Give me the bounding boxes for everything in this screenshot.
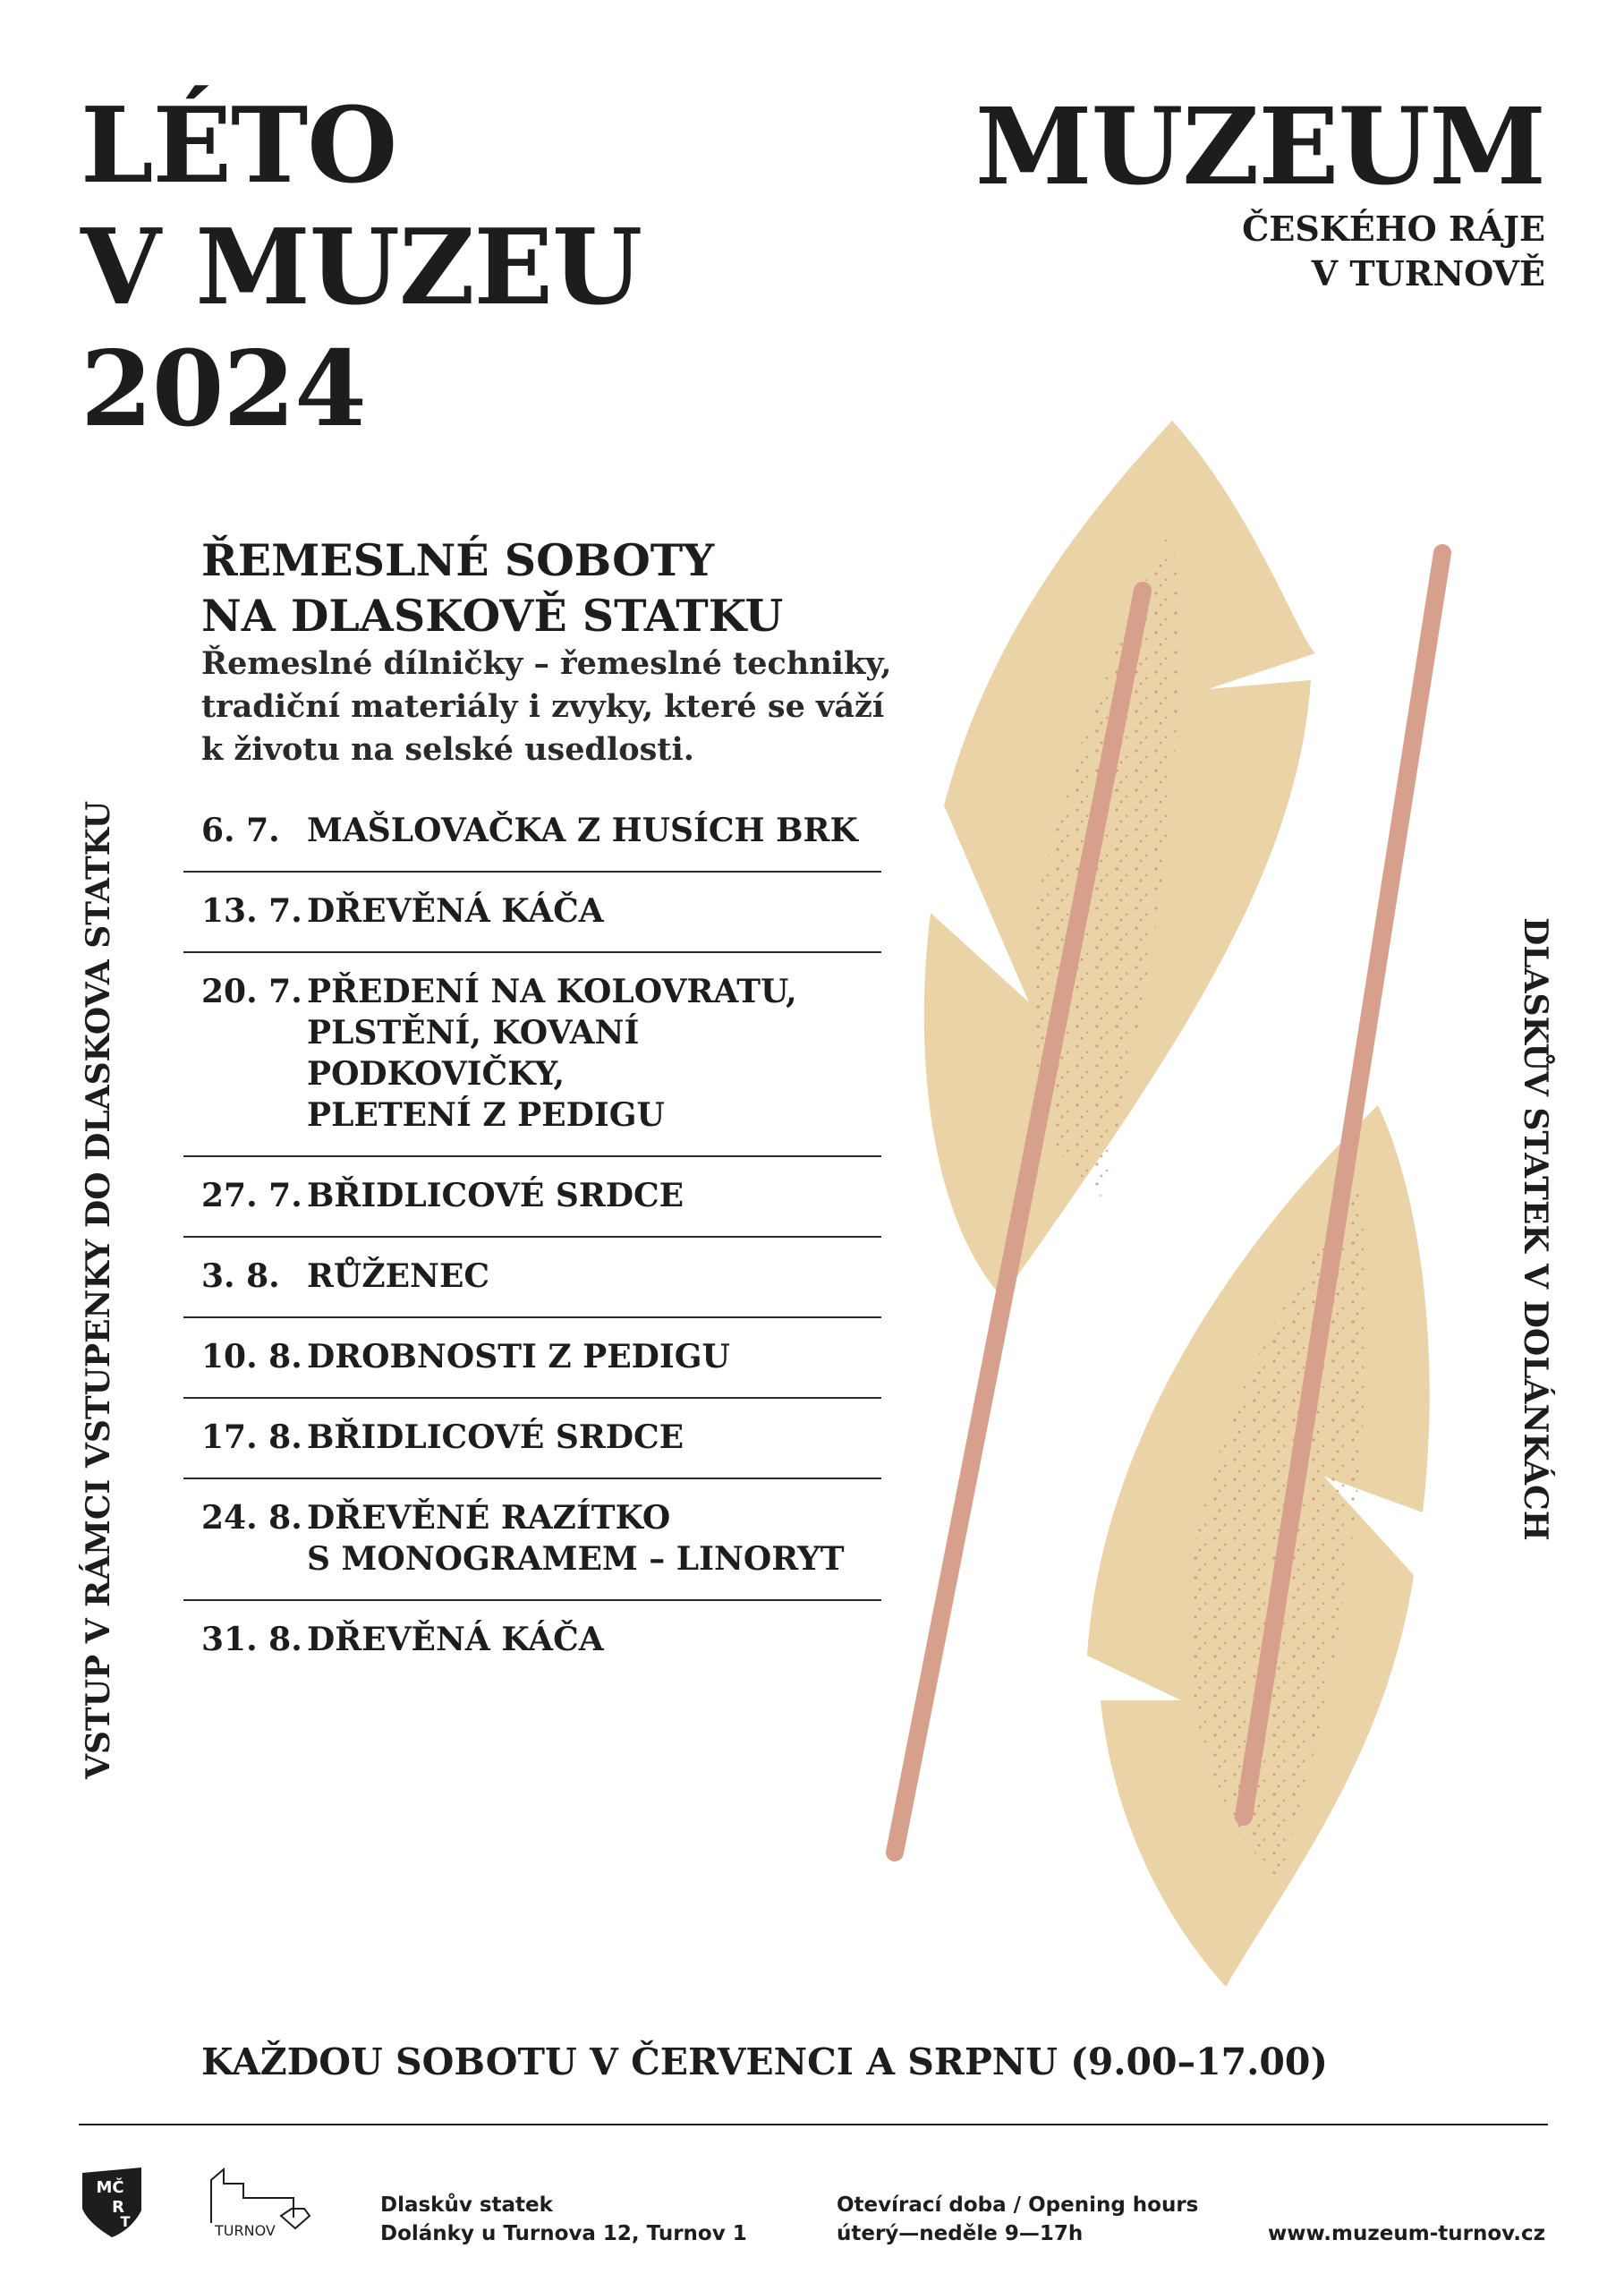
activity-line: RŮŽENEC <box>307 1257 490 1295</box>
schedule-date: 3. 8. <box>201 1257 280 1295</box>
poster-title <box>81 85 642 450</box>
schedule-row <box>183 1479 881 1601</box>
address-name: Dlaskův statek <box>380 2193 553 2217</box>
schedule-row <box>183 1601 881 1680</box>
activity-line: S MONOGRAMEM – LINORYT <box>307 1540 845 1578</box>
side-text-entry: VSTUP V RÁMCI VSTUPENKY DO DLASKOVA STATKU <box>80 800 117 1779</box>
schedule-row <box>183 1238 881 1318</box>
schedule-row <box>183 792 881 873</box>
section-title <box>201 532 783 643</box>
activity-line: BŘIDLICOVÉ SRDCE <box>307 1177 684 1214</box>
schedule-row <box>183 1399 881 1479</box>
schedule-activity <box>307 1619 604 1660</box>
hours-value: úterý—neděle 9—17h <box>837 2222 1084 2245</box>
schedule-date: 27. 7. <box>201 1177 302 1214</box>
activity-line: BŘIDLICOVÉ SRDCE <box>307 1418 684 1456</box>
footer-divider <box>79 2124 1548 2125</box>
activity-line: DŘEVĚNÁ KÁČA <box>307 1621 604 1658</box>
schedule-row <box>183 953 881 1157</box>
activity-line: DŘEVĚNÉ RAZÍTKO <box>307 1499 671 1537</box>
activity-line: PLETENÍ Z PEDIGU <box>307 1096 665 1134</box>
svg-text:MČ: MČ <box>96 2178 124 2197</box>
museum-subtitle-2: V TURNOVĚ <box>1311 253 1545 294</box>
schedule-date: 17. 8. <box>201 1418 302 1456</box>
section-title-line-2: NA DLASKOVĚ STATKU <box>201 590 784 642</box>
hours-block <box>837 2191 1198 2248</box>
feathers-illustration <box>877 412 1467 2005</box>
schedule-activity <box>307 1497 845 1580</box>
schedule-row <box>183 1157 881 1238</box>
description-line-2: tradiční materiály i zvyky, které se váží <box>201 688 885 725</box>
mcr-logo-icon <box>81 2166 143 2239</box>
address-line: Dolánky u Turnova 12, Turnov 1 <box>380 2222 747 2245</box>
title-line-3: 2024 <box>81 328 366 450</box>
activity-line: DROBNOSTI Z PEDIGU <box>307 1338 730 1375</box>
activity-line: DŘEVĚNÁ KÁČA <box>307 892 604 930</box>
website-link[interactable]: www.muzeum-turnov.cz <box>1268 2222 1545 2245</box>
schedule-row <box>183 873 881 953</box>
schedule-date: 13. 7. <box>201 892 302 930</box>
schedule-list <box>183 792 881 1680</box>
schedule-activity <box>307 1175 684 1216</box>
museum-name: MUZEUM <box>974 84 1545 209</box>
turnov-logo-text: TURNOV <box>215 2222 276 2239</box>
section-title-line-1: ŘEMESLNÉ SOBOTY <box>201 534 715 586</box>
schedule-activity <box>307 810 858 851</box>
title-line-1: LÉTO <box>81 85 397 207</box>
turnov-logo-icon <box>208 2164 313 2239</box>
description-line-3: k životu na selské usedlosti. <box>201 731 694 768</box>
feather-top <box>924 421 1315 1298</box>
opening-headline: KAŽDOU SOBOTU V ČERVENCI A SRPNU (9.00–17.00) <box>201 2040 1328 2083</box>
schedule-activity <box>307 890 604 932</box>
schedule-activity <box>307 1256 489 1297</box>
schedule-activity <box>307 1417 684 1458</box>
museum-subtitle-1: ČESKÉHO RÁJE <box>1242 209 1545 249</box>
schedule-activity <box>307 971 881 1136</box>
address-block <box>380 2191 747 2248</box>
museum-logo-text <box>974 84 1545 296</box>
svg-text:R: R <box>112 2198 124 2217</box>
schedule-date: 31. 8. <box>201 1621 302 1658</box>
section-description <box>201 643 891 771</box>
title-line-2: V MUZEU <box>81 207 642 328</box>
activity-line: PŘEDENÍ NA KOLOVRATU, <box>307 973 797 1010</box>
activity-line: MAŠLOVAČKA Z HUSÍCH BRK <box>307 812 858 849</box>
description-line-1: Řemeslné dílničky – řemeslné techniky, <box>201 645 892 682</box>
schedule-date: 10. 8. <box>201 1338 302 1375</box>
schedule-date: 20. 7. <box>201 973 302 1010</box>
svg-text:T: T <box>120 2213 131 2230</box>
hours-label: Otevírací doba / Opening hours <box>837 2193 1199 2217</box>
schedule-date: 24. 8. <box>201 1499 302 1537</box>
feather-bottom <box>1087 1105 1430 1987</box>
schedule-date: 6. 7. <box>201 812 280 849</box>
schedule-activity <box>307 1336 730 1377</box>
side-text-location: DLASKŮV STATEK V DOLÁNKÁCH <box>1517 917 1554 1541</box>
schedule-row <box>183 1318 881 1399</box>
activity-line: PLSTĚNÍ, KOVANÍ PODKOVIČKY, <box>307 1014 640 1093</box>
